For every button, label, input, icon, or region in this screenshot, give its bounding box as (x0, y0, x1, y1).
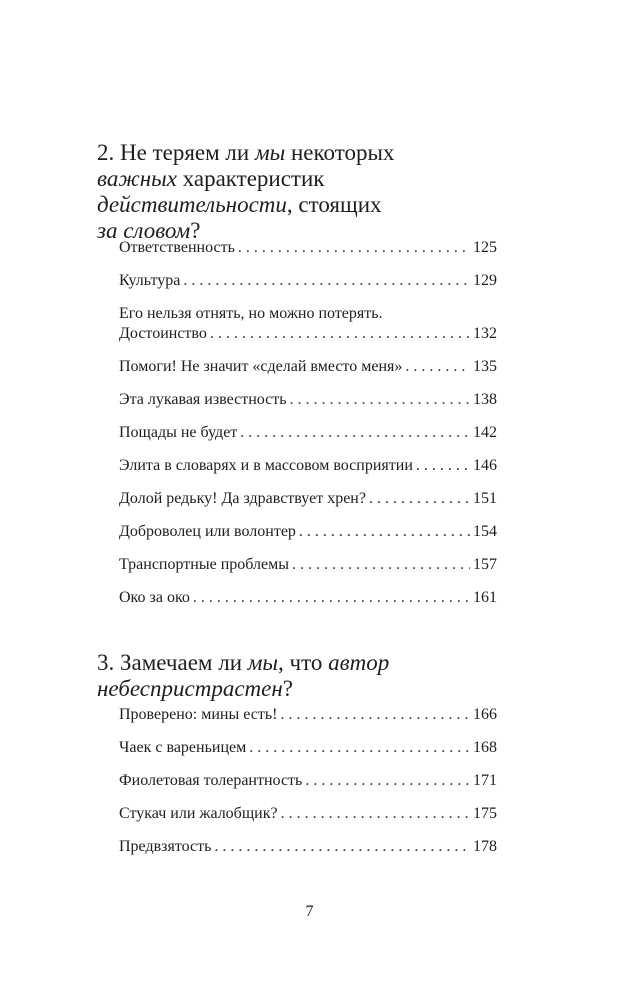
heading-part: 3. Замечаем ли (97, 650, 248, 675)
toc-entry-title: Доброволец или волонтер (119, 523, 296, 540)
dot-leader (369, 489, 470, 509)
toc-entry-title: Ответственность (119, 239, 235, 256)
dot-leader (193, 588, 470, 608)
toc-entry-title: Достоинство (119, 325, 207, 342)
dot-leader (299, 522, 470, 542)
toc-entry[interactable] (119, 771, 497, 804)
toc-entry-page: 154 (473, 523, 497, 540)
toc-entry-page: 178 (473, 838, 497, 855)
heading-part: мы (254, 140, 286, 165)
page-number: 7 (305, 903, 314, 920)
toc-entry-title: Транспортные проблемы (119, 556, 289, 573)
dot-leader (210, 324, 470, 344)
toc-entry[interactable] (119, 238, 497, 271)
toc-entry-page: 138 (473, 391, 497, 408)
heading-part: автор небеспристрастен (97, 650, 390, 701)
toc-entry[interactable] (119, 588, 497, 621)
dot-leader (290, 390, 470, 410)
dot-leader (281, 804, 470, 824)
heading-part: 2. Не теряем ли (97, 140, 255, 165)
dot-leader (238, 238, 470, 258)
toc-entry-page: 132 (473, 325, 497, 342)
toc-entry[interactable] (119, 304, 497, 357)
toc-entry-title-line1: Его нельзя отнять, но можно потерять. (119, 305, 383, 322)
dot-leader (183, 271, 470, 291)
heading-part: , что (278, 650, 329, 675)
toc-entry[interactable] (119, 705, 497, 738)
toc-entry[interactable] (119, 423, 497, 456)
section-2-toc-list (119, 238, 497, 621)
dot-leader (305, 771, 470, 791)
heading-part: , стоящих (286, 192, 382, 217)
toc-entry-title: Культура (119, 272, 181, 289)
toc-entry-title: Пощады не будет (119, 424, 238, 441)
toc-entry[interactable] (119, 489, 497, 522)
dot-leader (416, 456, 470, 476)
toc-entry-title: Эта лукавая известность (119, 391, 287, 408)
toc-entry[interactable] (119, 271, 497, 304)
heading-part: действительности (97, 192, 287, 217)
toc-entry-title: Проверено: мины есть! (119, 706, 278, 723)
heading-part: ? (190, 218, 201, 243)
toc-entry-page: 175 (473, 805, 497, 822)
heading-part: за словом (97, 218, 191, 243)
toc-entry-page: 157 (473, 556, 497, 573)
dot-leader (240, 423, 470, 443)
toc-entry[interactable] (119, 522, 497, 555)
toc-entry-page: 151 (473, 490, 497, 507)
dot-leader (405, 357, 470, 377)
toc-entry-page: 171 (473, 772, 497, 789)
toc-entry-title: Долой редьку! Да здравствует хрен? (119, 490, 366, 507)
toc-entry-title: Элита в словарях и в массовом восприятии (119, 457, 413, 474)
toc-entry-page: 168 (473, 739, 497, 756)
heading-part: характеристик (176, 166, 325, 191)
toc-entry[interactable] (119, 804, 497, 837)
toc-entry-title: Око за око (119, 589, 190, 606)
toc-entry-title: Фиолетовая толерантность (119, 772, 303, 789)
dot-leader (249, 738, 470, 758)
heading-part: важных (97, 166, 177, 191)
section-3-heading (97, 650, 427, 702)
toc-entry[interactable] (119, 837, 497, 870)
toc-entry[interactable] (119, 555, 497, 588)
toc-entry-page: 135 (473, 358, 497, 375)
toc-entry-page: 161 (473, 589, 497, 606)
section-3-toc-list (119, 705, 497, 870)
dot-leader (292, 555, 470, 575)
toc-entry-page: 125 (473, 239, 497, 256)
toc-entry-title: Предвзятость (119, 838, 212, 855)
toc-entry[interactable] (119, 456, 497, 489)
toc-entry-title: Стукач или жалобщик? (119, 805, 278, 822)
toc-entry-title: Помоги! Не значит «сделай вместо меня» (119, 358, 403, 375)
dot-leader (214, 837, 470, 857)
section-2-heading (97, 140, 427, 244)
toc-entry-page: 142 (473, 424, 497, 441)
toc-entry[interactable] (119, 357, 497, 390)
toc-entry-page: 129 (473, 272, 497, 289)
toc-entry[interactable] (119, 390, 497, 423)
dot-leader (280, 705, 470, 725)
toc-entry-title: Чаек с вареньицем (119, 739, 247, 756)
heading-part: мы (247, 650, 279, 675)
heading-part: некоторых (285, 140, 395, 165)
toc-entry-page: 166 (473, 706, 497, 723)
heading-part: ? (282, 676, 293, 701)
toc-entry[interactable] (119, 738, 497, 771)
toc-entry-page: 146 (473, 457, 497, 474)
